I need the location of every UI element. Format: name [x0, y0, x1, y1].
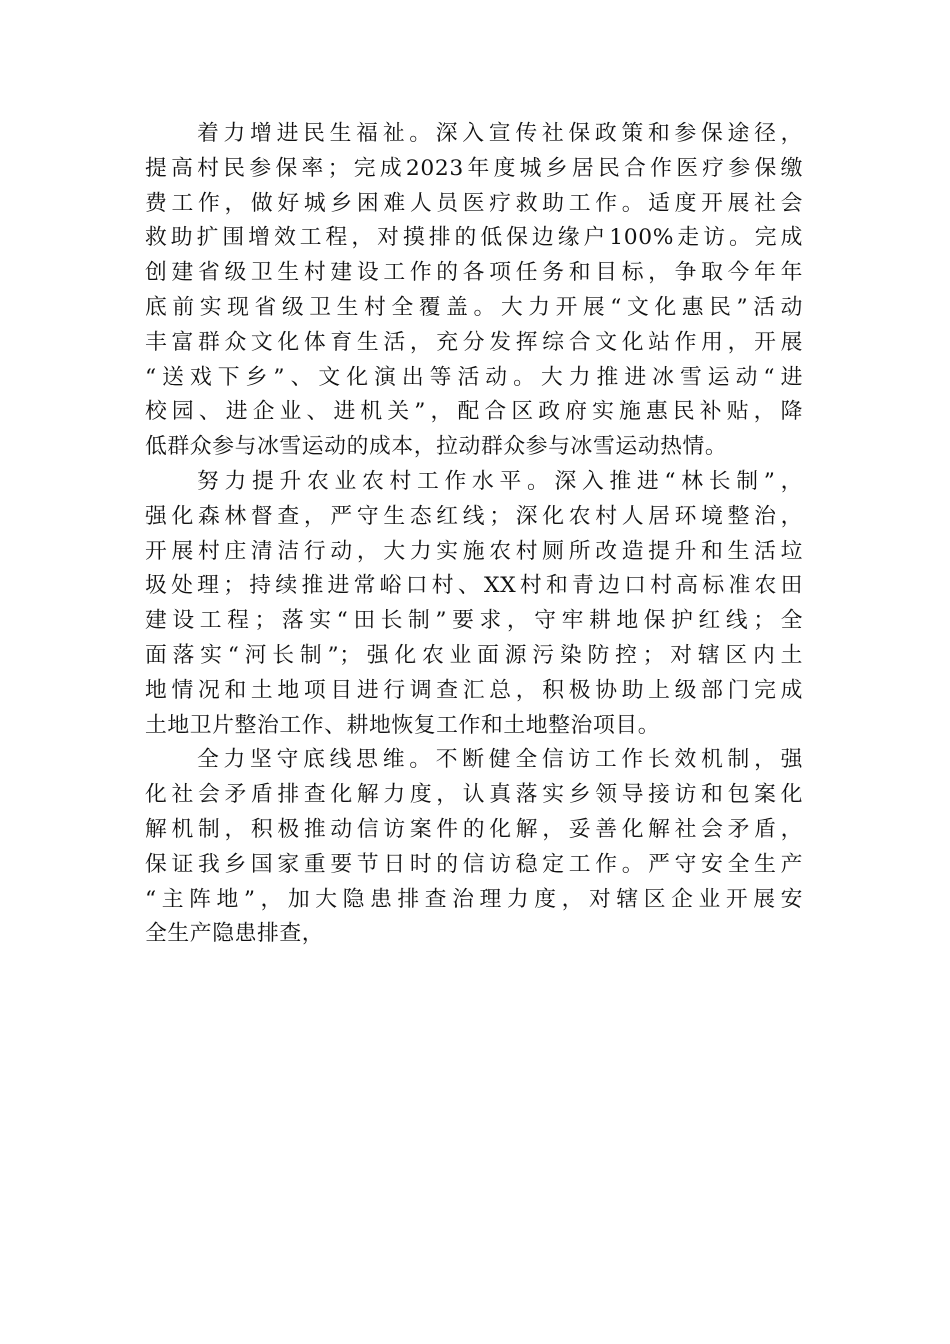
- paragraph-2-line-3: 开展村庄清洁行动，大力实施农村厕所改造提升和生活垃: [145, 538, 803, 564]
- paragraph-1-line-2: 提高村民参保率；完成2023年度城乡居民合作医疗参保缴: [145, 155, 803, 181]
- paragraph-3-line-4: 保证我乡国家重要节日时的信访稳定工作。严守安全生产: [145, 851, 803, 877]
- paragraph-1-line-4: 救助扩围增效工程，对摸排的低保边缘户100%走访。完成: [145, 225, 803, 251]
- paragraph-3-line-1: 全力坚守底线思维。不断健全信访工作长效机制，强: [197, 747, 803, 773]
- paragraph-1-line-9: 校园、进企业、进机关”，配合区政府实施惠民补贴，降: [145, 399, 803, 425]
- paragraph-2-line-5: 建设工程；落实“田长制”要求，守牢耕地保护红线；全: [145, 608, 803, 634]
- paragraph-1-line-1: 着力增进民生福祉。深入宣传社保政策和参保途径，: [197, 121, 803, 146]
- paragraph-3-line-2: 化社会矛盾排查化解力度，认真落实乡领导接访和包案化: [145, 782, 803, 808]
- paragraph-2-line-4: 圾处理；持续推进常峪口村、XX村和青边口村高标准农田: [145, 573, 803, 599]
- paragraph-1-line-8: “送戏下乡”、文化演出等活动。大力推进冰雪运动“进: [145, 364, 803, 390]
- paragraph-2-line-1: 努力提升农业农村工作水平。深入推进“林长制”，: [197, 468, 803, 494]
- paragraph-1-line-6: 底前实现省级卫生村全覆盖。大力开展“文化惠民”活动: [145, 294, 803, 320]
- document-body: [145, 117, 803, 952]
- paragraph-2-line-8: 土地卫片整治工作、耕地恢复工作和土地整治项目。: [145, 712, 661, 738]
- paragraph-3-line-6: 全生产隐患排查，: [145, 921, 325, 947]
- paragraph-2-line-7: 地情况和土地项目进行调查汇总，积极协助上级部门完成: [145, 677, 803, 703]
- paragraph-1-line-5: 创建省级卫生村建设工作的各项任务和目标，争取今年年: [145, 260, 803, 286]
- paragraph-3-line-5: “主阵地”，加大隐患排查治理力度，对辖区企业开展安: [145, 886, 803, 912]
- paragraph-2-line-6: 面落实“河长制”；强化农业面源污染防控；对辖区内土: [145, 642, 803, 668]
- paragraph-1-line-10: 低群众参与冰雪运动的成本，拉动群众参与冰雪运动热情。: [145, 434, 728, 460]
- paragraph-2-line-2: 强化森林督查，严守生态红线；深化农村人居环境整治，: [145, 503, 803, 529]
- paragraph-3-line-3: 解机制，积极推动信访案件的化解，妥善化解社会矛盾，: [145, 816, 803, 842]
- paragraph-1-line-7: 丰富群众文化体育生活，充分发挥综合文化站作用，开展: [145, 329, 803, 355]
- paragraph-1-line-3: 费工作，做好城乡困难人员医疗救助工作。适度开展社会: [145, 190, 803, 216]
